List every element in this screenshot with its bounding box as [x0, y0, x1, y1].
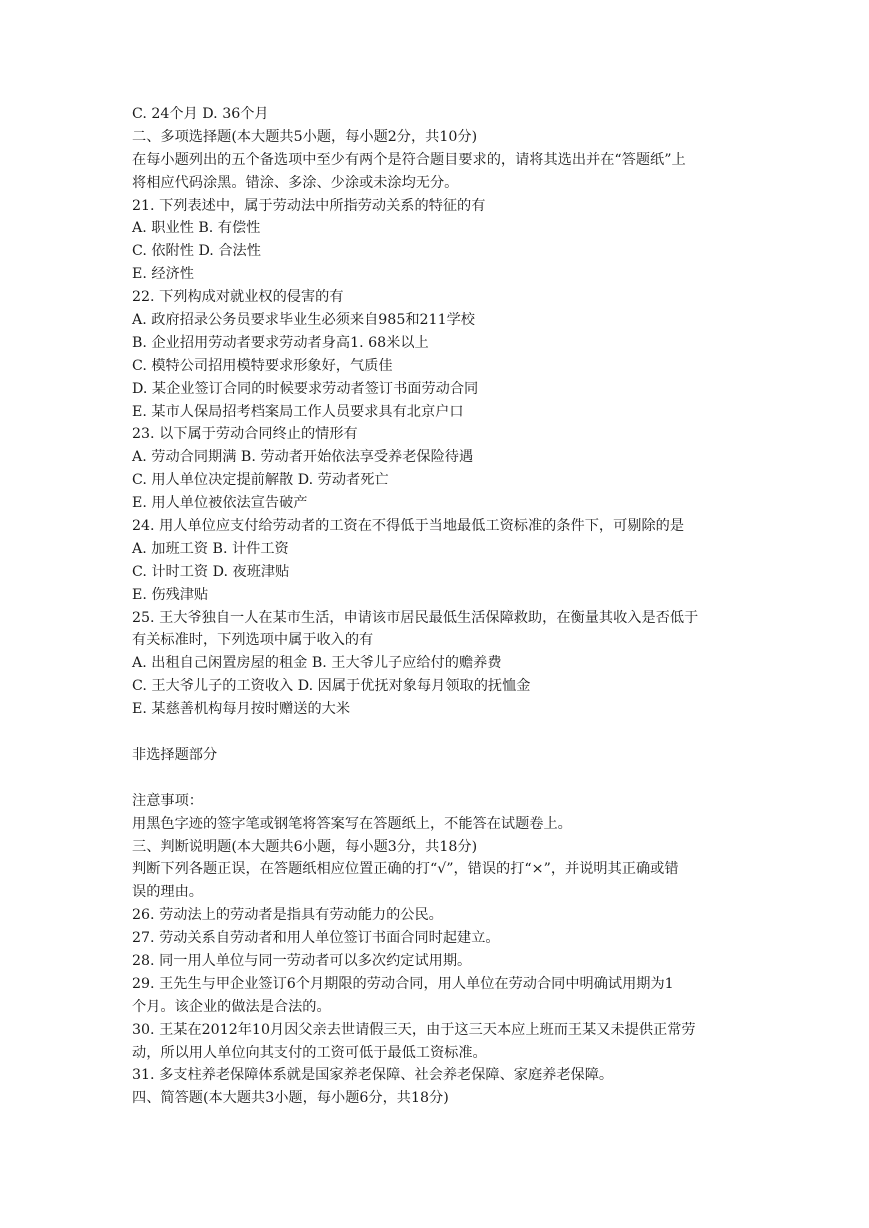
text-line: 将相应代码涂黑。错涂、多涂、少涂或未涂均无分。	[132, 174, 459, 191]
text-line: E. 伤残津贴	[132, 586, 209, 603]
blank-line	[132, 721, 742, 744]
text-line: 判断下列各题正误，在答题纸相应位置正确的打“√”，错误的打“×”，并说明其正确或错	[132, 861, 679, 878]
text-line: 27. 劳动关系自劳动者和用人单位签订书面合同时起建立。	[132, 930, 500, 947]
text-line: 23. 以下属于劳动合同终止的情形有	[132, 426, 358, 443]
text-line: 24. 用人单位应支付给劳动者的工资在不得低于当地最低工资标准的条件下，可剔除的是	[132, 518, 685, 535]
text-line: 29. 王先生与甲企业签订6个月期限的劳动合同，用人单位在劳动合同中明确试用期为1	[132, 975, 674, 992]
blank-line	[132, 767, 742, 790]
text-line: C. 模特公司招用模特要求形象好，气质佳	[132, 357, 393, 374]
text-line: 动，所以用人单位向其支付的工资可低于最低工资标准。	[132, 1044, 487, 1061]
text-line: 有关标准时，下列选项中属于收入的有	[132, 632, 374, 649]
text-line: 误的理由。	[132, 884, 203, 901]
text-line: B. 企业招用劳动者要求劳动者身高1. 68米以上	[132, 334, 429, 351]
text-line: E. 经济性	[132, 266, 194, 283]
text-line: 在每小题列出的五个备选项中至少有两个是符合题目要求的，请将其选出并在“答题纸”上	[132, 151, 686, 168]
text-line: A. 政府招录公务员要求毕业生必须来自985和211学校	[132, 312, 475, 329]
text-line: 个月。该企业的做法是合法的。	[132, 998, 331, 1015]
text-line: C. 24个月 D. 36个月	[132, 106, 269, 122]
text-line: 二、多项选择题(本大题共5小题，每小题2分，共10分)	[132, 128, 478, 145]
text-line: E. 某市人保局招考档案局工作人员要求具有北京户口	[132, 403, 464, 420]
text-line: E. 用人单位被依法宣告破产	[132, 495, 308, 512]
text-line: 30. 王某在2012年10月因父亲去世请假三天，由于这三天本应上班而王某又未提供正常劳	[132, 1021, 696, 1038]
text-line: A. 职业性 B. 有偿性	[132, 220, 261, 237]
text-line: 25. 王大爷独自一人在某市生活，申请该市居民最低生活保障救助，在衡量其收入是否低于	[132, 609, 699, 626]
document-page	[132, 103, 742, 1110]
text-line: A. 劳动合同期满 B. 劳动者开始依法享受养老保险待遇	[132, 449, 474, 466]
text-line: C. 用人单位决定提前解散 D. 劳动者死亡	[132, 472, 389, 489]
text-line: 28. 同一用人单位与同一劳动者可以多次约定试用期。	[132, 952, 472, 969]
text-line: C. 依附性 D. 合法性	[132, 243, 261, 260]
text-line: C. 计时工资 D. 夜班津贴	[132, 563, 290, 580]
text-line: C. 王大爷儿子的工资收入 D. 因属于优抚对象每月领取的抚恤金	[132, 678, 531, 695]
text-line: 注意事项：	[132, 792, 203, 809]
text-line: A. 出租自己闲置房屋的租金 B. 王大爷儿子应给付的赡养费	[132, 655, 502, 672]
text-line: 26. 劳动法上的劳动者是指具有劳动能力的公民。	[132, 907, 443, 924]
text-line: 21. 下列表述中，属于劳动法中所指劳动关系的特征的有	[132, 197, 486, 214]
text-line: D. 某企业签订合同的时候要求劳动者签订书面劳动合同	[132, 380, 479, 397]
text-line: E. 某慈善机构每月按时赠送的大米	[132, 701, 351, 718]
text-line: 22. 下列构成对就业权的侵害的有	[132, 289, 344, 306]
text-line: 31. 多支柱养老保障体系就是国家养老保障、社会养老保障、家庭养老保障。	[132, 1067, 614, 1084]
text-line: 四、简答题(本大题共3小题，每小题6分，共18分)	[132, 1090, 449, 1107]
text-line: 用黑色字迹的签字笔或钢笔将答案写在答题纸上，不能答在试题卷上。	[132, 815, 572, 832]
text-line: A. 加班工资 B. 计件工资	[132, 540, 289, 557]
text-line: 三、判断说明题(本大题共6小题，每小题3分，共18分)	[132, 838, 478, 855]
text-line: 非选择题部分	[132, 746, 218, 763]
